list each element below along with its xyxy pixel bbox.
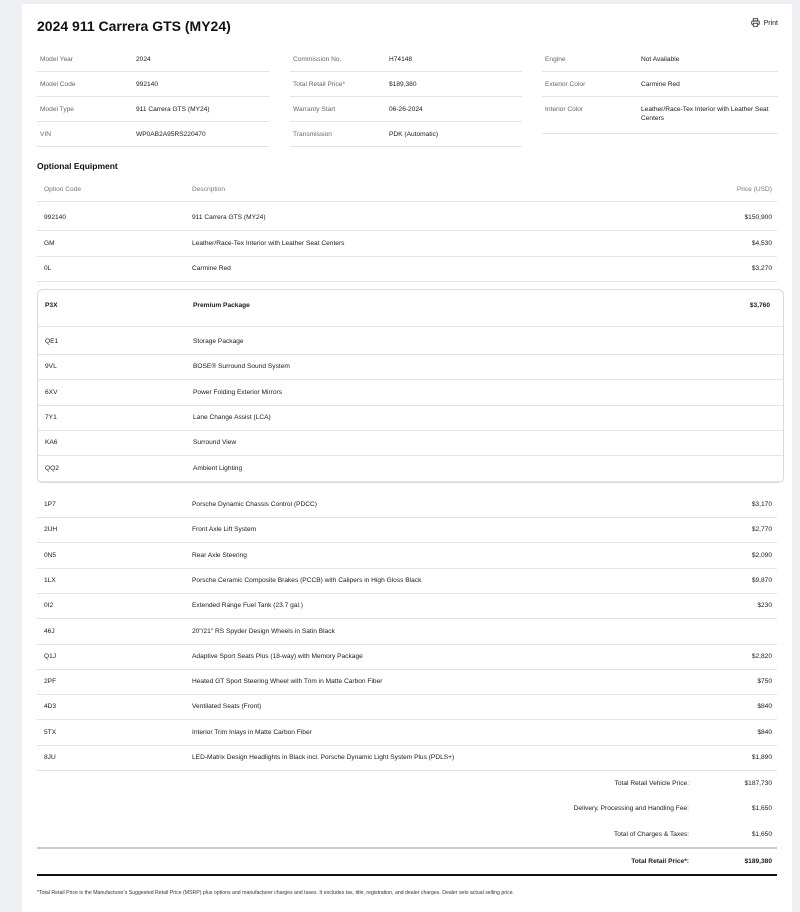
header-option-code: Option Code: [44, 186, 82, 193]
option-price: $230: [757, 602, 772, 610]
info-label: Interior Color: [545, 106, 584, 113]
equipment-row: [37, 206, 777, 231]
package-description: Premium Package: [193, 302, 250, 309]
option-description: Storage Package: [193, 338, 244, 345]
info-value: H74148: [389, 56, 413, 63]
info-label: VIN: [40, 131, 51, 138]
info-label: Model Code: [40, 81, 76, 88]
vehicle-info-column-1: [37, 47, 269, 147]
footnote: *Total Retail Price is the Manufacturer's Suggested Retail Price (MSRP) plus options and manufacturer charges and taxes. It excludes tax, title, registration, and dealer charges. Dealer sets actual selling price.: [37, 890, 515, 896]
equipment-row: [37, 670, 777, 695]
option-description: Porsche Dynamic Chassis Control (PDCC): [192, 501, 317, 508]
option-code: KA6: [45, 439, 58, 447]
option-code: 8JU: [44, 754, 56, 761]
equipment-row: [37, 695, 777, 720]
window-sticker-page: [22, 4, 792, 912]
option-code: 7Y1: [45, 413, 57, 421]
option-price: $1,890: [751, 754, 772, 761]
option-code: 9VL: [45, 363, 57, 371]
info-value: 06-26-2024: [389, 106, 423, 113]
info-value: Leather/Race-Tex Interior with Leather Seat Centers: [641, 106, 769, 122]
info-label: Commission No.: [293, 56, 342, 63]
equipment-table-header: [37, 180, 777, 202]
option-code: 0L: [44, 265, 52, 272]
equipment-row: [37, 620, 777, 645]
option-price: $150,900: [744, 214, 772, 221]
totals-label: Delivery, Processing and Handling Fee:: [573, 805, 689, 813]
info-label: Total Retail Price*: [293, 81, 346, 88]
premium-package-group: [37, 289, 784, 483]
option-description: Extended Range Fuel Tank (23.7 gal.): [192, 602, 303, 610]
option-description: Adaptive Sport Seats Plus (18-way) with Memory Package: [192, 652, 363, 660]
equipment-row: [38, 355, 783, 380]
grand-total-label: Total Retail Price*:: [631, 858, 689, 865]
option-description: Interior Trim Inlays in Matte Carbon Fiber: [192, 728, 312, 736]
option-code: 0I2: [44, 602, 54, 610]
grand-total-value: $189,380: [744, 858, 772, 865]
equipment-row: [37, 746, 777, 771]
option-description: Carmine Red: [192, 265, 231, 272]
equipment-row: [37, 257, 777, 282]
option-code: 2PF: [44, 678, 57, 686]
vehicle-info-column-3: [542, 47, 778, 134]
totals-value: $1,650: [751, 805, 772, 813]
info-value: Not Available: [641, 56, 680, 63]
option-price: $9,870: [751, 576, 772, 584]
option-description: Porsche Ceramic Composite Brakes (PCCB) with Calipers in High Gloss Black: [192, 576, 422, 584]
printer-icon: [751, 18, 760, 29]
info-row-warranty-start: [290, 97, 522, 122]
option-price: $3,170: [751, 501, 772, 508]
equipment-row: [38, 330, 783, 355]
option-description: Ventilated Seats (Front): [192, 703, 262, 711]
print-label: Print: [763, 20, 778, 27]
info-label: Model Year: [40, 56, 73, 63]
option-description: Ambient Lighting: [193, 464, 243, 472]
info-row-exterior-color: [542, 72, 778, 97]
info-row-transmission: [290, 122, 522, 147]
equipment-row: [38, 457, 783, 482]
package-price: $3,760: [749, 302, 770, 309]
option-code: QE1: [45, 338, 59, 345]
equipment-row: [37, 232, 777, 257]
header-price: Price (USD): [736, 186, 772, 193]
option-code: 1LX: [44, 576, 56, 584]
equipment-row: [38, 406, 783, 431]
option-code: 4D3: [44, 703, 57, 711]
equipment-row: [37, 569, 777, 594]
option-code: 992140: [44, 214, 67, 221]
option-description: Surround View: [193, 439, 237, 447]
header-description: Description: [192, 186, 225, 193]
totals-divider: [37, 847, 777, 849]
info-value: 2024: [136, 56, 151, 63]
info-label: Model Type: [40, 106, 74, 113]
equipment-row: [38, 381, 783, 406]
optional-equipment-heading: Optional Equipment: [37, 161, 118, 171]
info-label: Exterior Color: [545, 81, 586, 88]
option-code: GM: [44, 239, 55, 247]
package-header-row: [38, 290, 783, 327]
totals-row: [37, 772, 777, 797]
equipment-row: [37, 645, 777, 670]
equipment-row: [38, 431, 783, 456]
option-code: 1P7: [44, 501, 56, 508]
totals-label: Total Retail Vehicle Price:: [614, 780, 689, 787]
option-description: Rear Axle Steering: [192, 551, 247, 559]
info-value: 992140: [136, 81, 159, 88]
grand-total-underline: [37, 874, 777, 876]
option-code: 2UH: [44, 526, 58, 534]
info-row-total-retail-price: [290, 72, 522, 97]
option-price: $2,820: [751, 652, 772, 660]
option-description: Power Folding Exterior Mirrors: [193, 388, 283, 396]
option-code: 5TX: [44, 728, 57, 736]
totals-label: Total of Charges & Taxes:: [613, 830, 689, 838]
option-description: Heated GT Sport Steering Wheel with Trim in Matte Carbon Fiber: [192, 678, 383, 686]
option-code: QQ2: [45, 464, 59, 472]
option-description: 911 Carrera GTS (MY24): [192, 214, 266, 221]
info-value: 911 Carrera GTS (MY24): [136, 106, 210, 113]
info-row-model-code: [37, 72, 269, 97]
info-row-engine: [542, 47, 778, 72]
equipment-row: [37, 544, 777, 569]
option-description: Lane Change Assist (LCA): [193, 413, 271, 421]
option-price: $2,770: [751, 526, 772, 534]
info-value: WP0AB2A95RS220470: [136, 131, 206, 138]
option-code: Q1J: [44, 652, 57, 660]
equipment-row: [37, 518, 777, 543]
option-price: $4,530: [751, 239, 772, 247]
page-title: 2024 911 Carrera GTS (MY24): [37, 18, 231, 34]
grand-total-row: [37, 850, 777, 875]
vehicle-info-column-2: [290, 47, 522, 147]
option-price: $840: [757, 728, 772, 736]
equipment-row: [37, 721, 777, 746]
print-button[interactable]: [751, 18, 778, 29]
totals-value: $187,730: [744, 780, 772, 787]
option-price: $3,270: [751, 265, 772, 272]
option-description: Front Axle Lift System: [192, 526, 257, 534]
info-row-model-type: [37, 97, 269, 122]
totals-row: [37, 797, 777, 822]
option-description: 20"/21" RS Spyder Design Wheels in Satin Black: [192, 627, 335, 635]
package-code: P3X: [45, 302, 58, 309]
info-label: Transmission: [293, 131, 332, 138]
option-description: BOSE® Surround Sound System: [193, 363, 290, 371]
option-code: 46J: [44, 627, 55, 635]
option-price: $840: [757, 703, 772, 711]
option-price: $2,090: [751, 551, 772, 559]
option-price: $750: [757, 678, 772, 686]
info-row-interior-color: [542, 97, 778, 134]
totals-value: $1,650: [751, 830, 772, 838]
info-value: $189,380: [389, 81, 417, 88]
option-description: Leather/Race-Tex Interior with Leather Seat Centers: [192, 239, 345, 247]
info-row-model-year: [37, 47, 269, 72]
totals-row: [37, 823, 777, 848]
equipment-row: [37, 594, 777, 619]
info-value: PDK (Automatic): [389, 131, 439, 138]
info-row-vin: [37, 122, 269, 147]
info-row-commission-no: [290, 47, 522, 72]
option-description: LED-Matrix Design Headlights in Black incl. Porsche Dynamic Light System Plus (PDLS+): [192, 754, 455, 761]
option-code: 6XV: [45, 388, 58, 396]
info-value: Carmine Red: [641, 81, 680, 88]
equipment-row: [37, 493, 777, 518]
info-label: Engine: [545, 56, 566, 63]
option-code: 0N5: [44, 551, 57, 559]
info-label: Warranty Start: [293, 106, 336, 113]
